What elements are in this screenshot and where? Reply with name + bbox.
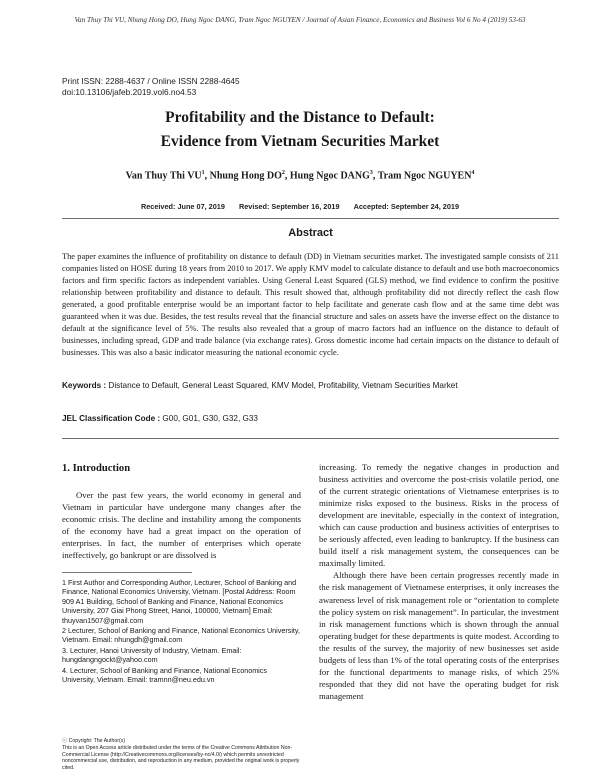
title-line-2: Evidence from Vietnam Securities Market [160,133,440,150]
divider-bottom [62,438,559,439]
body-paragraph: Although there have been certain progresses recently made in the risk management of Vietnamese enterprises, it only increases the awareness level of risk management role or “orientation to complete the policy system on risk management”. In particular, the investment in risk management functions which is shown through the annual operating budget for these departments is quite modest. According to the results of the survey, the majority of new businesses set aside budgets of less than 1% of the total operating costs of the enterprises for the functional departments to manage risks, of which 25% responded that they did not have the operating budget for risk management [319,570,559,701]
footnote: 2 Lecturer, School of Banking and Finance, National Economics University, Vietnam. Email: nhungdh@gmail.com [62,626,300,645]
author-affiliation-mark: 2 [281,170,285,176]
left-column [62,489,301,561]
title-line-1: Profitability and the Distance to Default: [165,109,435,126]
author-name: Nhung Hong DO [209,170,282,182]
author-affiliation-mark: 1 [201,170,205,176]
footnotes [62,578,301,685]
running-head: Van Thuy Thi VU, Nhung Hong DO, Hung Ngoc DANG, Tram Ngoc NGUYEN / Journal of Asian Finance, Economics and Business Vol 6 No 4 (2019) 53-63 [74,16,526,24]
revised-date: Revised: September 16, 2019 [238,202,340,211]
author-affiliation-mark: 4 [471,170,475,176]
keywords-label: Keywords : [62,381,107,390]
author-name: Hung Ngoc DANG [289,170,370,182]
jel-codes: G00, G01, G30, G32, G33 [162,414,258,423]
copyright-line: ⓒ Copyright: The Author(s) [62,738,126,744]
accepted-date: Accepted: September 24, 2019 [353,202,460,211]
right-column [319,461,559,702]
footnote: 3. Lecturer, Hanoi University of Industry, Vietnam. Email: hungdangngockt@yahoo.com [62,645,242,665]
author-name: Tram Ngoc NGUYEN [377,170,472,182]
footnote: 1 First Author and Corresponding Author, Lecturer, School of Banking and Finance, National Economics University, Vietnam. [Postal Address: Room 909 A1 Building, School of Banking and Finance, National Economics University, 207 Giai Phong Street, Hanoi, 100000, Vietnam] Email: thuyvan1507@gmail.com [62,578,297,625]
received-date: Received: June 07, 2019 [140,202,225,211]
author-list: Van Thuy Thi $VU^1$, Nhung Hong $DO^2$, Hung Ngoc DANG$^3$, Tram Ngoc NGUYEN$^4$ [125,170,475,182]
jel-label: JEL Classification Code : [62,414,161,423]
author-name: Van Thuy Thi VU [125,170,202,182]
jel-line [62,414,559,423]
issn-block [62,76,240,98]
issn-line: Print ISSN: 2288-4637 / Online ISSN 2288-4645 [62,76,240,86]
section-heading: 1. Introduction [62,463,131,474]
paper-title [60,106,540,154]
keywords-text: Distance to Default, General Least Squared, KMV Model, Profitability, Vietnam Securities Market [108,381,458,390]
license-text: This is an Open Access article distributed under the terms of the Creative Commons Attribution Non-Commercial License (http://Creativecommons.org/licenses/by-nc/4.0/) which permits unrestricted noncommercial use, distribution, and reproduction in any medium, provided the original work is properly cited. [62,744,300,772]
divider-top [62,218,559,219]
keywords-line [62,381,559,390]
doi-line: doi:10.13106/jafeb.2019.vol6.no4.53 [62,87,197,97]
author-affiliation-mark: 3 [369,170,373,176]
body-paragraph: Over the past few years, the world economy in general and Vietnam in particular have undergone many changes after the economic crisis. The decline and instability among the components of the economy have had a great impact on the operation of enterprises. In fact, the number of enterprises which operate ineffectively, go bankrupt or are dissolved is [62,490,301,561]
footnote-rule [62,572,192,573]
publication-dates [60,202,540,211]
abstract-heading: Abstract [288,227,333,239]
body-paragraph: increasing. To remedy the negative changes in production and business activities and overcome the post-crisis volatile period, one of the current strategic orientations of Vietnamese enterprises is to minimize risks exposed to the business. Risks in the process of development are inevitable, especially in the context of integration, which can cause production and business activities of enterprises to be seriously affected, even leading to bankruptcy. If the business can build itself a risk management system, the consequences can be maximally limited. [319,462,559,569]
license-block [62,738,312,772]
footnote: 4. Lecturer, School of Banking and Finance, National Economics University, Vietnam. Email: tramnn@neu.edu.vn [62,665,267,685]
abstract-body: The paper examines the influence of profitability on distance to default (DD) in Vietnam securities market. The investigated sample consists of 211 companies listed on HOSE during 18 years from 2010 to 2017. We apply KMV model to calculate distance to default and use both macroeconomics factors and firm specific factors as independent variables. Using General Least Squared (GLS) method, we find evidence to confirm the positive relationship between profitability and distance to default. This result showed that, although profitability did not directly reflect the cash flow generated, a good profitable enterprise would be an important factor to help facilitate and generate cash flow and at the same time debt was guaranteed when it was due. Besides, the test results reveal that the financial structure and sales on assets have the inverse effect on the distance to default at the significance level of 5%. The results also revealed that a group of macro factors had an influence on the distance to default of businesses, including spread, GDP and trade balance (via exchange rates). Gross domestic income had certain impacts on the distance to default of businesses. This was also a basic indicator measuring the national economic cycle. [62,252,559,357]
